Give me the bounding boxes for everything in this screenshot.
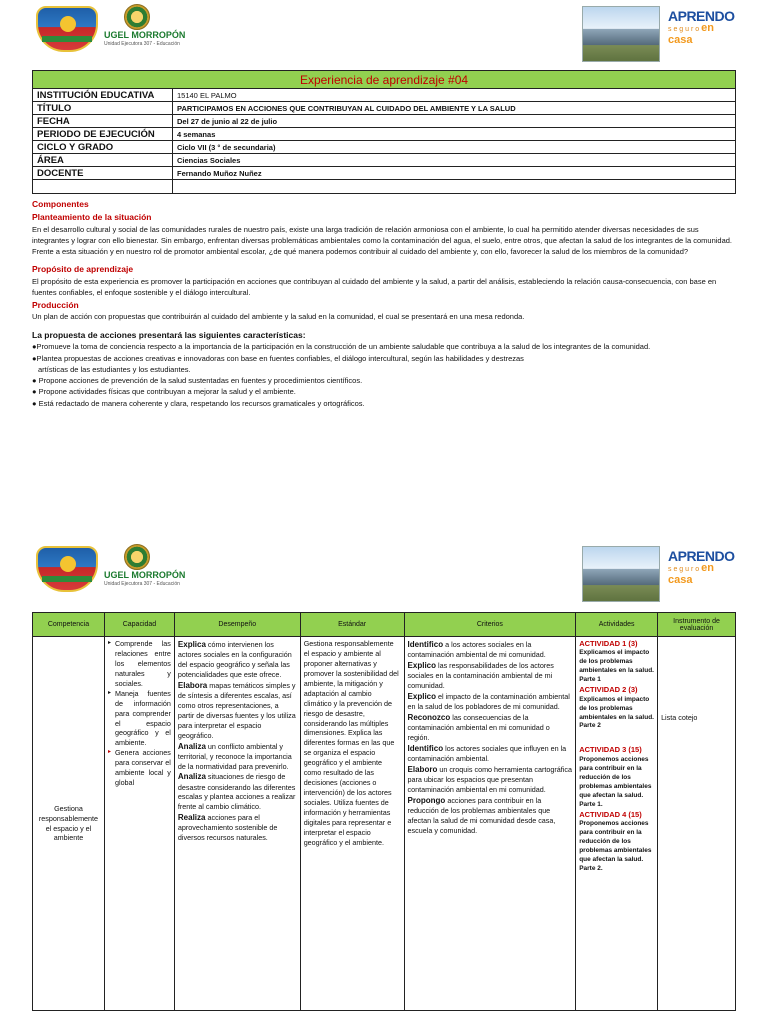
aprendo-prefix: s e g u r o bbox=[668, 566, 700, 573]
aprendo-en-casa-logo bbox=[668, 548, 740, 586]
criterio-verb: Elaboro bbox=[407, 764, 438, 774]
capacidad-cell bbox=[104, 637, 174, 1011]
ugel-seal-icon bbox=[124, 4, 150, 30]
info-value: Ciencias Sociales bbox=[173, 154, 736, 167]
purpose-paragraph: El propósito de esta experiencia es promover la participación en acciones que contribuyan al cuidado del ambiente y la salud, a partir del análisis, estableciendo la relación causa-consecuencia, con base en fuentes confiables, el enfoque sostenible y el diálogo intercultural. bbox=[32, 277, 717, 298]
info-label: TÍTULO bbox=[33, 102, 173, 115]
blank-cell bbox=[173, 180, 736, 194]
desempeno-item bbox=[178, 680, 297, 741]
desempeno-verb: Explica bbox=[177, 640, 206, 649]
desempeno-text: situaciones de riesgo de desastre considerando las diferentes escalas y plantea acciones a realizar frente al cambio climático. bbox=[177, 772, 296, 812]
competencia-cell: Gestiona responsablemente el espacio y el ambiente bbox=[33, 637, 105, 1011]
desempeno-text: un conflicto ambiental y territorial, y reconoce la importancia de la normatividad para prevenirlo. bbox=[177, 741, 292, 771]
situation-heading: Planteamiento de la situación bbox=[32, 211, 152, 222]
criterio-verb: Identifico bbox=[407, 743, 444, 753]
ugel-name: UGEL MORROPÓN bbox=[104, 570, 186, 580]
characteristic-item: ● Propone actividades físicas que contribuyan a mejorar la salud y el ambiente. bbox=[32, 387, 296, 397]
actividad-body: Explicamos el impacto de los problemas ambientales en la salud. Parte 1 bbox=[579, 649, 654, 684]
desempeno-verb: Analiza bbox=[177, 772, 206, 782]
criterio-text: un croquis como herramienta cartográfica para ubicar los espacios que presentan contaminación ambiental en mi comunidad. bbox=[407, 764, 572, 794]
situation-paragraph: En el desarrollo cultural y social de las comunidades rurales de nuestro país, existe una larga tradición de relación armoniosa con el ambiente, lo cual ha permitido atender diversas necesidades de sus integrantes y lograr con ello bienestar. Sin embargo, enfrentan diversas problemáticas ambientales como la contaminación del agua, el suelo, entre otros, que afectan la salud de los integrantes de la comunidad. bbox=[32, 224, 733, 245]
instrumento-value: Lista cotejo bbox=[661, 713, 698, 722]
actividad-body: Proponemos acciones para contribuir en la reducción de los problemas ambientales que afectan la salud. Parte 2. bbox=[579, 819, 652, 872]
characteristic-item: ●Promueve la toma de conciencia respecto a la importancia de la participación en la construcción de un ambiente saludable que contribuya a la salud de los integrantes de la comunidad. bbox=[32, 342, 651, 352]
situation-question: Frente a esta situación y en nuestro rol de promotor ambiental escolar, ¿de qué manera podemos contribuir al cuidado del ambiente y, con ello, favorecer la salud de los miembros de la comunidad? bbox=[32, 247, 689, 256]
criterio-text: las consecuencias de la contaminación ambiental en mi comunidad o región. bbox=[407, 712, 550, 742]
criterio-text: los actores sociales que influyen en la contaminación ambiental. bbox=[407, 743, 567, 763]
info-label: ÁREA bbox=[33, 154, 173, 167]
criterio-item bbox=[408, 691, 573, 712]
info-value: 4 semanas bbox=[173, 128, 736, 141]
aprendo-subtext: en casa bbox=[668, 562, 714, 586]
capacidad-item: ▸ Comprende las relaciones entre los elementos naturales y sociales. bbox=[108, 639, 171, 689]
info-value: Del 27 de junio al 22 de julio bbox=[173, 115, 736, 128]
experience-title: Experiencia de aprendizaje #04 bbox=[33, 71, 736, 89]
characteristic-item: ●Plantea propuestas de acciones creativas e innovadoras con base en fuentes confiables, el diálogo intercultural, según las habilidades y destrezas bbox=[32, 353, 524, 363]
criterio-text: a los actores sociales en la contaminación ambiental de mi comunidad. bbox=[407, 640, 546, 660]
criterio-verb: Propongo bbox=[407, 795, 446, 805]
info-label: DOCENTE bbox=[33, 167, 173, 180]
criterio-item bbox=[408, 743, 573, 764]
criterio-text: las responsabilidades de los actores sociales en la contaminación ambiental de mi comunidad. bbox=[407, 660, 554, 690]
criterio-item bbox=[408, 639, 573, 660]
desempeno-item bbox=[178, 741, 297, 772]
actividades-cell bbox=[576, 637, 658, 1011]
capacidad-item: ▸ Maneja fuentes de información para comprender el espacio geográfico y el ambiente. bbox=[108, 689, 171, 749]
aprendo-en-casa-logo bbox=[668, 8, 740, 46]
criterio-text: acciones para contribuir en la reducción de los problemas ambientales que afectan la salud de mi comunidad desde casa, escuela y comunidad. bbox=[407, 795, 556, 835]
capacidad-item: ▸ Genera acciones para conservar el ambiente local y global bbox=[108, 748, 171, 788]
info-label: PERIODO DE EJECUCIÓN bbox=[33, 128, 173, 141]
situation-section bbox=[32, 198, 736, 409]
criterio-item bbox=[408, 764, 573, 795]
estandar-cell: Gestiona responsablemente el espacio y ambiente al proponer alternativas y promover la sostenibilidad del ambiente, la mitigación y adaptación al cambio climático y la prevención de riesgo de desastre, considerando las múltiples dimensiones. Explica las diferentes formas en las que se organiza el espacio geográfico y el ambiente como resultado de las decisiones (acciones o intervención) de los actores sociales. Utiliza fuentes de información y herramientas digitales para representar e interpretar el espacio geográfico y el ambiente. bbox=[300, 637, 404, 1011]
aprendo-prefix: s e g u r o bbox=[668, 26, 700, 33]
criterio-item bbox=[408, 795, 573, 836]
actividad-title: ACTIVIDAD 4 (15) bbox=[579, 809, 642, 819]
info-label: INSTITUCIÓN EDUCATIVA bbox=[33, 89, 173, 102]
criterio-item bbox=[408, 712, 573, 743]
desempeno-text: cómo intervienen los actores sociales en la configuración del espacio geográfico y señala las potencialidades que este ofrece. bbox=[177, 640, 292, 679]
info-label: CICLO Y GRADO bbox=[33, 141, 173, 154]
info-value: PARTICIPAMOS EN ACCIONES QUE CONTRIBUYAN AL CUIDADO DEL AMBIENTE Y LA SALUD bbox=[173, 102, 736, 115]
info-value: 15140 EL PALMO bbox=[173, 89, 736, 102]
header-desempeno: Desempeño bbox=[174, 613, 300, 637]
page-header bbox=[0, 0, 768, 60]
ugel-subtitle: Unidad Ejecutora 307 - Educación bbox=[104, 41, 180, 47]
ugel-seal-icon bbox=[124, 544, 150, 570]
desempeno-verb: Elabora bbox=[177, 680, 208, 690]
aprendo-text: APRENDO bbox=[668, 8, 735, 24]
actividad-title: ACTIVIDAD 3 (15) bbox=[579, 745, 642, 755]
actividad-title: ACTIVIDAD 2 (3) bbox=[579, 685, 638, 695]
production-paragraph: Un plan de acción con propuestas que contribuirán al cuidado del ambiente y la salud en la comunidad, el cual se presentará en una mesa redonda. bbox=[32, 312, 525, 322]
info-value: Ciclo VII (3 ° de secundaria) bbox=[173, 141, 736, 154]
page-header-2 bbox=[0, 540, 768, 600]
criterio-text: el impacto de la contaminación ambiental en la salud de los pobladores de mi comunidad. bbox=[407, 691, 570, 711]
characteristics-heading: La propuesta de acciones presentará las siguientes características: bbox=[32, 329, 306, 340]
actividad-title: ACTIVIDAD 1 (3) bbox=[579, 639, 638, 648]
competency-table bbox=[32, 612, 736, 1011]
header-estandar: Estándar bbox=[300, 613, 404, 637]
characteristic-item: ● Está redactado de manera coherente y clara, respetando los recursos gramaticales y ortográficos. bbox=[32, 398, 365, 408]
criterio-verb: Identifico bbox=[407, 640, 444, 649]
ugel-subtitle: Unidad Ejecutora 307 - Educación bbox=[104, 581, 180, 587]
criterio-verb: Explico bbox=[407, 660, 436, 670]
info-value: Fernando Muñoz Nuñez bbox=[173, 167, 736, 180]
aprendo-text: APRENDO bbox=[668, 548, 735, 564]
desempeno-text: mapas temáticos simples y de síntesis a diferentes escalas, así como otros representaciones, a partir de diversas fuentes y los utiliza para interpretar el espacio geográfico. bbox=[177, 680, 296, 740]
aprendo-subtext: en casa bbox=[668, 22, 714, 46]
ugel-name: UGEL MORROPÓN bbox=[104, 30, 186, 40]
header-competencia: Competencia bbox=[33, 613, 105, 637]
criterios-cell bbox=[404, 637, 576, 1011]
header-instrumento: Instrumento de evaluación bbox=[658, 613, 736, 637]
desempeno-verb: Analiza bbox=[177, 741, 206, 751]
header-actividades: Actividades bbox=[576, 613, 658, 637]
school-photo bbox=[582, 546, 660, 602]
production-heading: Producción bbox=[32, 299, 79, 310]
desempeno-verb: Realiza bbox=[177, 813, 206, 823]
desempeno-item bbox=[178, 639, 297, 680]
info-table bbox=[32, 70, 736, 194]
criterio-verb: Reconozco bbox=[407, 712, 451, 722]
desempeno-item bbox=[178, 812, 297, 843]
characteristic-item: ● Propone acciones de prevención de la salud sustentadas en fuentes y procedimientos científicos. bbox=[32, 376, 363, 385]
instrumento-cell bbox=[658, 637, 736, 1011]
blank-cell bbox=[33, 180, 173, 194]
ugel-logo bbox=[104, 4, 194, 47]
actividad-body: Explicamos el impacto de los problemas ambientales en la salud. Parte 2 bbox=[579, 695, 654, 730]
desempeno-text: acciones para el aprovechamiento sostenible de diversos recursos naturales. bbox=[177, 813, 278, 843]
info-label: FECHA bbox=[33, 115, 173, 128]
desempeno-cell bbox=[174, 637, 300, 1011]
actividad-body: Proponemos acciones para contribuir en la reducción de los problemas ambientales que afectan la salud. Parte 1. bbox=[579, 755, 652, 808]
criterio-item bbox=[408, 660, 573, 691]
components-heading: Componentes bbox=[32, 199, 89, 209]
school-crest-logo bbox=[36, 6, 98, 52]
school-crest-logo bbox=[36, 546, 98, 592]
header-criterios: Criterios bbox=[404, 613, 576, 637]
ugel-logo bbox=[104, 544, 194, 587]
header-capacidad: Capacidad bbox=[104, 613, 174, 637]
characteristic-item: artísticas de las estudiantes y los estudiantes. bbox=[38, 364, 191, 374]
school-photo bbox=[582, 6, 660, 62]
criterio-verb: Explico bbox=[407, 691, 436, 701]
purpose-heading: Propósito de aprendizaje bbox=[32, 264, 134, 275]
desempeno-item bbox=[178, 771, 297, 812]
